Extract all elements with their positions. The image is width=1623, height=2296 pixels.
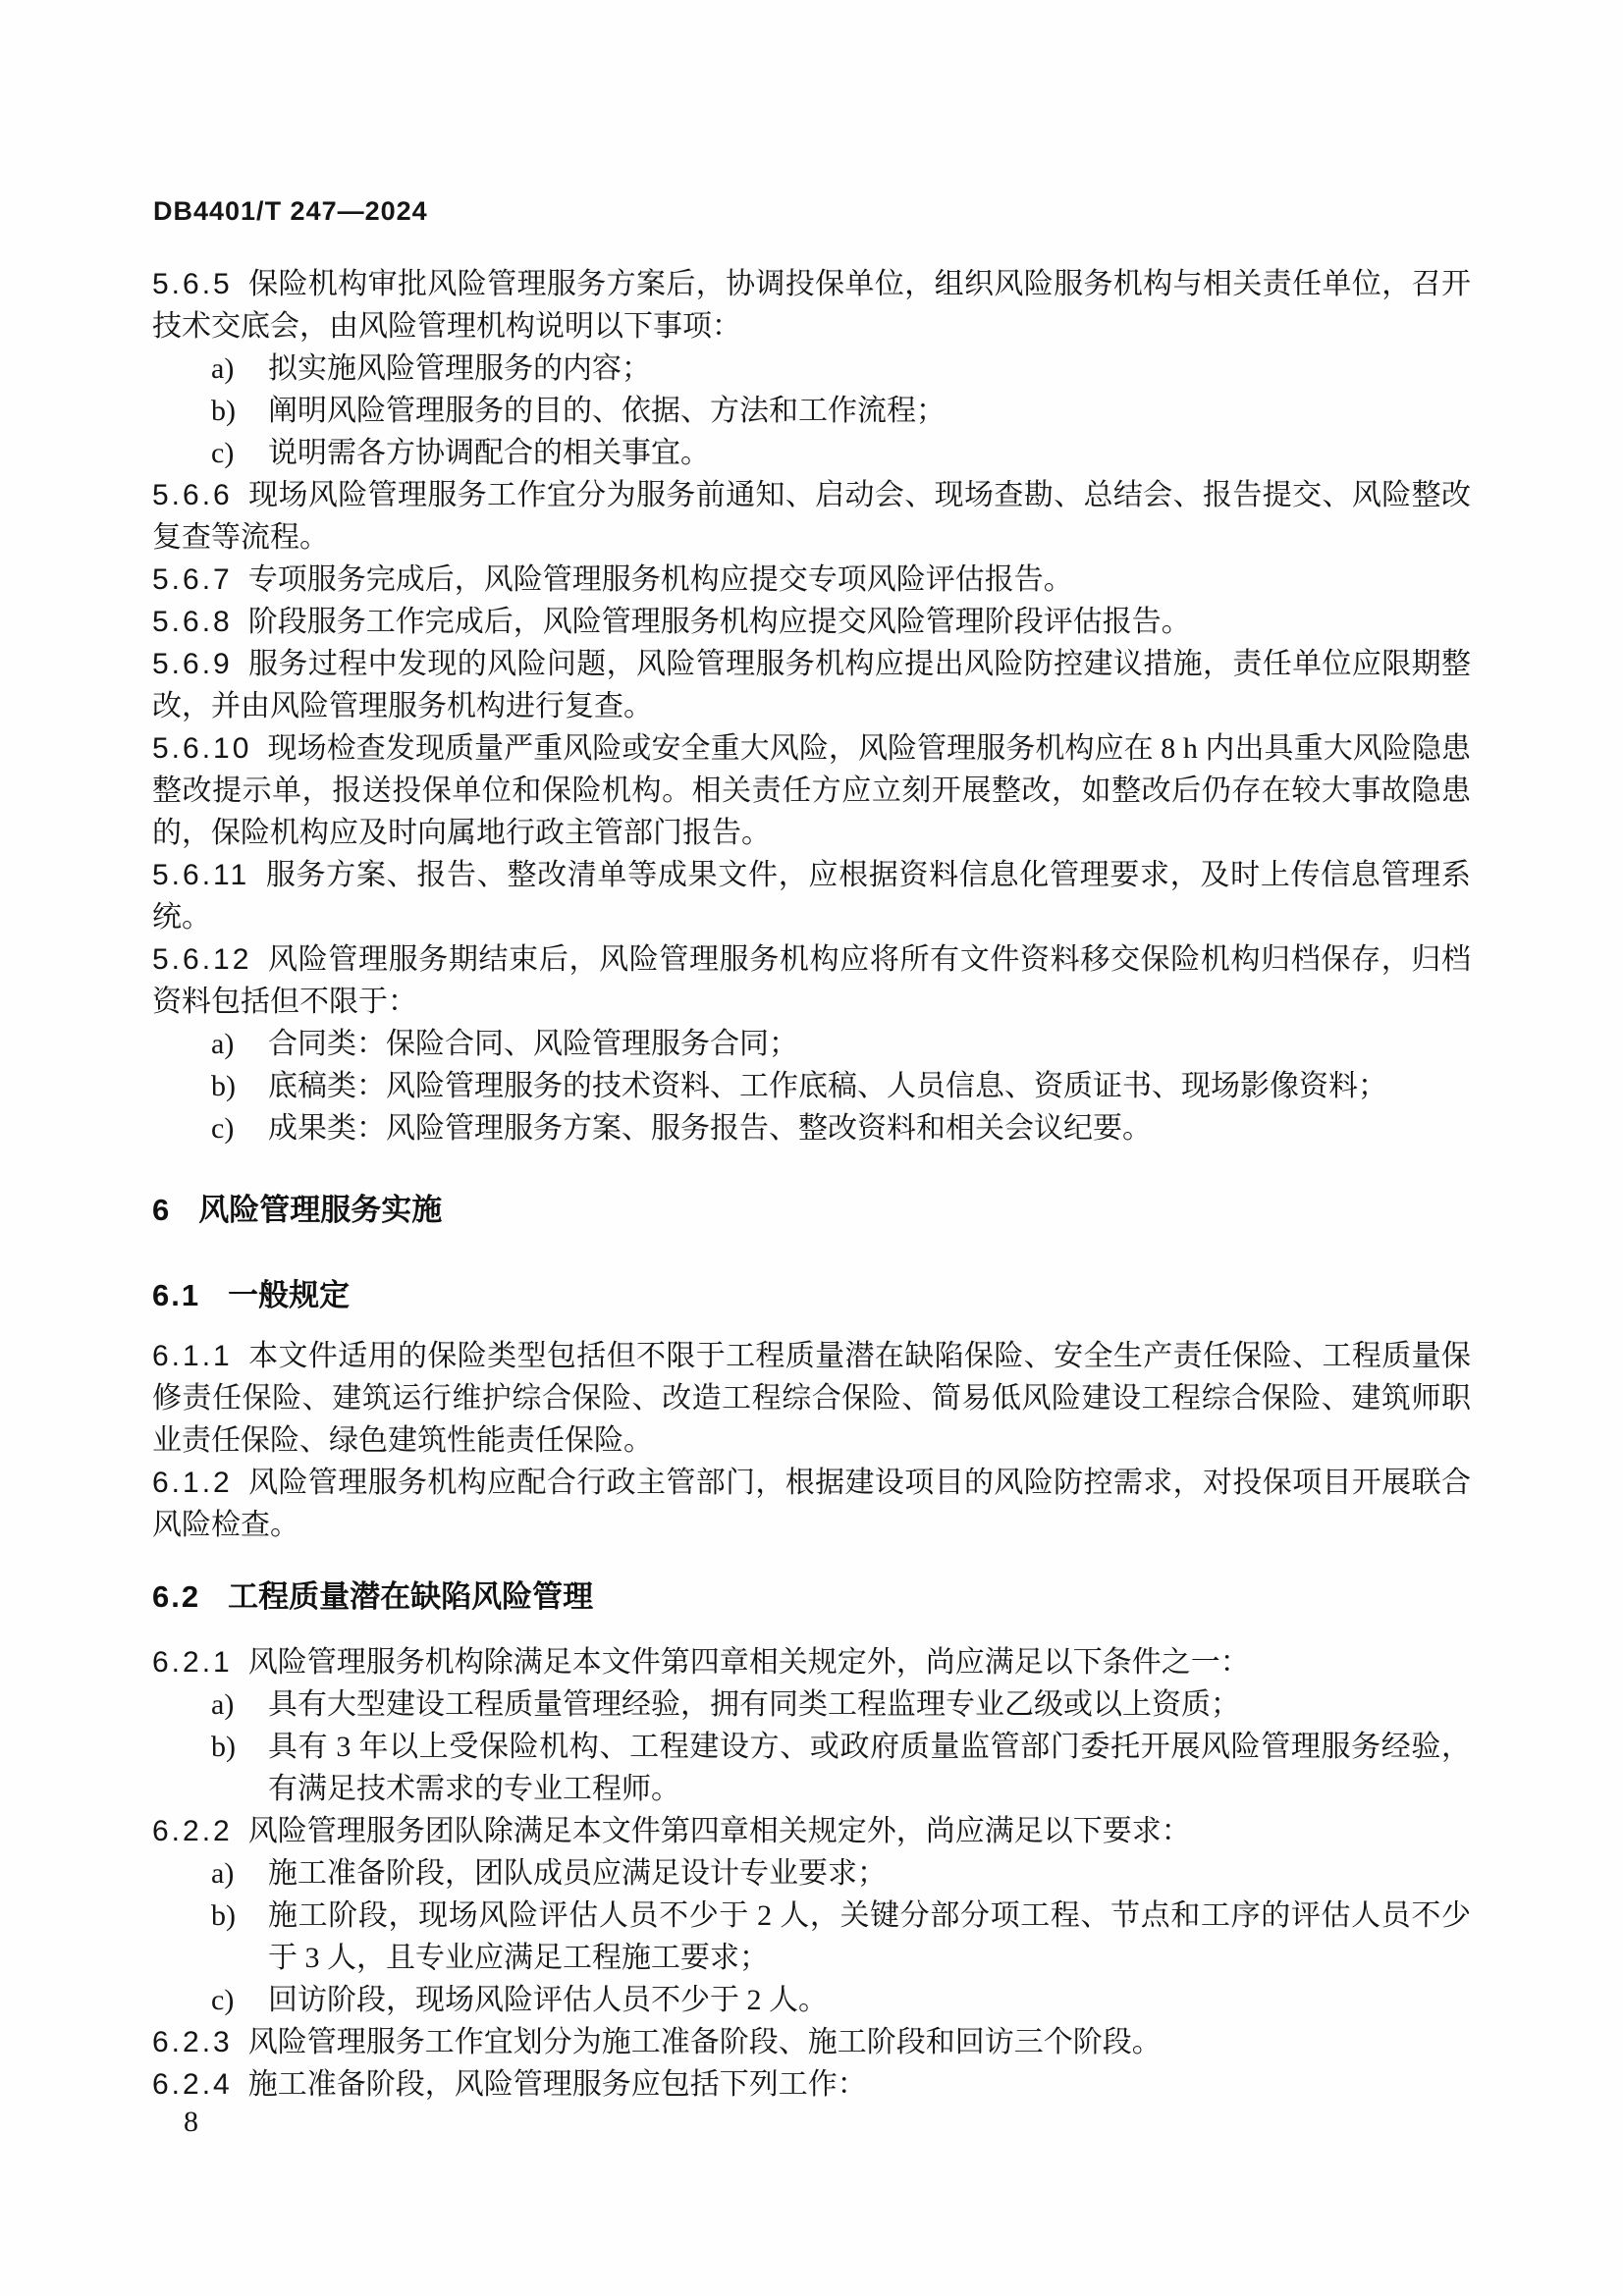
clause-6-2-4 [152, 2063, 1471, 2106]
clause-6-2-2 [152, 1810, 1471, 1852]
list-item [152, 1683, 1471, 1726]
clause-text: 服务过程中发现的风险问题，风险管理服务机构应提出风险防控建议措施，责任单位应限期整改，并由风险管理服务机构进行复查。 [152, 648, 1471, 722]
clause-text: 现场风险管理服务工作宜分为服务前通知、启动会、现场查勘、总结会、报告提交、风险整改复查等流程。 [152, 479, 1471, 554]
clause-text: 风险管理服务团队除满足本文件第四章相关规定外，尚应满足以下要求： [247, 1815, 1191, 1847]
list-item-label: b) [211, 1070, 236, 1102]
clause-5-6-8 [152, 601, 1471, 643]
clause-6-2-2-list [152, 1852, 1471, 2021]
list-item [152, 1979, 1471, 2021]
clause-text: 风险管理服务期结束后，风险管理服务机构应将所有文件资料移交保险机构归档保存，归档资料包括但不限于： [152, 943, 1471, 1018]
clause-5-6-10 [152, 727, 1471, 854]
clause-6-1-2 [152, 1462, 1471, 1546]
list-item-label: b) [211, 1731, 236, 1763]
clause-text: 阶段服务工作完成后，风险管理服务机构应提交风险管理阶段评估报告。 [247, 606, 1191, 638]
list-item [152, 1023, 1471, 1065]
list-item-label: b) [211, 395, 236, 427]
clause-number: 5.6.5 [152, 268, 233, 300]
clause-number: 6.2.3 [152, 2026, 233, 2058]
list-item-label: a) [211, 352, 235, 385]
clause-5-6-6 [152, 474, 1471, 559]
list-item-text: 施工阶段，现场风险评估人员不少于 2 人，关键分部分项工程、节点和工序的评估人员不少于 3 人，且专业应满足工程施工要求； [268, 1899, 1471, 1974]
section-number: 6.2 [152, 1579, 201, 1614]
clause-number: 6.1.2 [152, 1467, 233, 1499]
list-item-label: c) [211, 1112, 235, 1145]
list-item-text: 说明需各方协调配合的相关事宜。 [268, 437, 710, 469]
clause-5-6-11 [152, 854, 1471, 938]
clause-number: 5.6.8 [152, 606, 233, 638]
section-heading-6-1 [152, 1274, 1471, 1316]
list-item-text: 拟实施风险管理服务的内容； [268, 352, 651, 385]
clause-6-1-1 [152, 1335, 1471, 1462]
clause-number: 5.6.11 [152, 859, 250, 891]
chapter-heading-6 [152, 1189, 1471, 1231]
list-item-text: 合同类：保险合同、风险管理服务合同； [268, 1028, 798, 1060]
list-item-label: c) [211, 437, 235, 469]
clause-5-6-7 [152, 559, 1471, 601]
clause-6-2-3 [152, 2021, 1471, 2063]
clause-5-6-12-list [152, 1023, 1471, 1149]
list-item-label: b) [211, 1899, 236, 1932]
clause-number: 6.2.2 [152, 1815, 233, 1847]
clause-number: 5.6.9 [152, 648, 233, 680]
clause-number: 5.6.10 [152, 732, 252, 765]
list-item-text: 底稿类：风险管理服务的技术资料、工作底稿、人员信息、资质证书、现场影像资料； [268, 1070, 1387, 1102]
page-number: 8 [184, 2106, 198, 2138]
chapter-title: 风险管理服务实施 [198, 1193, 443, 1227]
clause-5-6-5-list [152, 347, 1471, 474]
clause-text: 风险管理服务工作宜划分为施工准备阶段、施工阶段和回访三个阶段。 [247, 2026, 1162, 2058]
clause-text: 本文件适用的保险类型包括但不限于工程质量潜在缺陷保险、安全生产责任保险、工程质量保修责任保险、建筑运行维护综合保险、改造工程综合保险、简易低风险建设工程综合保险、建筑师职业责任保险、绿色建筑性能责任保险。 [152, 1340, 1471, 1457]
list-item-label: a) [211, 1688, 235, 1721]
list-item [152, 347, 1471, 390]
list-item-text: 具有 3 年以上受保险机构、工程建设方、或政府质量监管部门委托开展风险管理服务经验，有满足技术需求的专业工程师。 [268, 1731, 1471, 1805]
list-item [152, 1895, 1471, 1979]
document-body [152, 263, 1471, 2106]
list-item-text: 施工准备阶段，团队成员应满足设计专业要求； [268, 1857, 887, 1890]
chapter-number: 6 [152, 1193, 172, 1227]
clause-6-2-1 [152, 1641, 1471, 1683]
clause-5-6-9 [152, 643, 1471, 727]
clause-number: 6.2.4 [152, 2068, 233, 2101]
list-item-text: 成果类：风险管理服务方案、服务报告、整改资料和相关会议纪要。 [268, 1112, 1152, 1145]
clause-5-6-5 [152, 263, 1471, 347]
section-title: 一般规定 [228, 1278, 351, 1312]
clause-text: 风险管理服务机构除满足本文件第四章相关规定外，尚应满足以下条件之一： [247, 1646, 1250, 1679]
clause-5-6-12 [152, 938, 1471, 1023]
list-item-label: c) [211, 1984, 235, 2016]
list-item [152, 1852, 1471, 1895]
list-item-text: 阐明风险管理服务的目的、依据、方法和工作流程； [268, 395, 946, 427]
list-item [152, 432, 1471, 474]
list-item [152, 1726, 1471, 1810]
list-item [152, 1065, 1471, 1107]
section-title: 工程质量潜在缺陷风险管理 [228, 1579, 594, 1614]
section-heading-6-2 [152, 1575, 1471, 1618]
clause-text: 保险机构审批风险管理服务方案后，协调投保单位，组织风险服务机构与相关责任单位，召开技术交底会，由风险管理机构说明以下事项： [152, 268, 1471, 343]
list-item [152, 390, 1471, 432]
section-number: 6.1 [152, 1278, 201, 1312]
clause-text: 专项服务完成后，风险管理服务机构应提交专项风险评估报告。 [247, 563, 1073, 596]
list-item-label: a) [211, 1028, 235, 1060]
clause-number: 6.1.1 [152, 1340, 233, 1372]
clause-number: 5.6.6 [152, 479, 233, 511]
clause-number: 6.2.1 [152, 1646, 233, 1679]
clause-6-2-1-list [152, 1683, 1471, 1810]
clause-number: 5.6.7 [152, 563, 233, 596]
clause-number: 5.6.12 [152, 943, 252, 976]
list-item [152, 1107, 1471, 1149]
running-header: DB4401/T 247—2024 [153, 196, 428, 226]
clause-text: 风险管理服务机构应配合行政主管部门，根据建设项目的风险防控需求，对投保项目开展联合风险检查。 [152, 1467, 1471, 1541]
clause-text: 服务方案、报告、整改清单等成果文件，应根据资料信息化管理要求，及时上传信息管理系统。 [152, 859, 1471, 934]
list-item-text: 具有大型建设工程质量管理经验，拥有同类工程监理专业乙级或以上资质； [268, 1688, 1240, 1721]
clause-text: 现场检查发现质量严重风险或安全重大风险，风险管理服务机构应在 8 h 内出具重大风险隐患整改提示单，报送投保单位和保险机构。相关责任方应立刻开展整改，如整改后仍存在较大事故隐患的，保险机构应及时向属地行政主管部门报告。 [152, 732, 1471, 849]
clause-text: 施工准备阶段，风险管理服务应包括下列工作： [247, 2068, 867, 2101]
list-item-text: 回访阶段，现场风险评估人员不少于 2 人。 [268, 1984, 828, 2016]
list-item-label: a) [211, 1857, 235, 1890]
